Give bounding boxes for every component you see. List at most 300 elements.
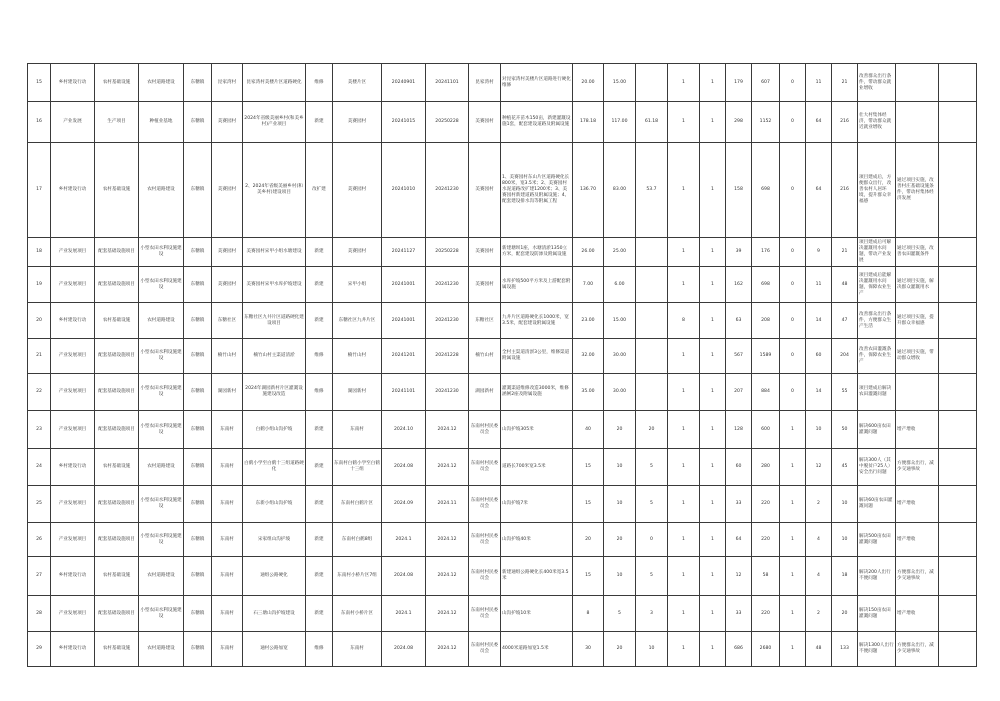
table-cell: 10 <box>806 411 832 449</box>
table-cell: 0 <box>780 143 806 238</box>
table-cell: 东南村村民委员会 <box>469 486 501 523</box>
table-cell: 农村基础设施 <box>95 303 139 339</box>
table-cell: 0 <box>780 238 806 267</box>
table-cell: 21 <box>832 64 858 102</box>
table-cell: 改扩建 <box>306 143 333 238</box>
table-cell: 20.00 <box>573 64 604 102</box>
table-cell: 17 <box>28 143 51 238</box>
table-cell: 新建 <box>306 102 333 143</box>
table-cell: 1 <box>700 374 726 411</box>
table-cell: 新建塘坝1座，水塘清淤1350立方米，配套建设防渗及附属设施 <box>501 238 573 267</box>
table-cell: 小型农田水利设施建设 <box>139 523 184 557</box>
table-cell: 东糖镇 <box>184 374 212 411</box>
table-row <box>28 303 977 339</box>
table-cell: 美赛园村 <box>212 102 243 143</box>
table-cell: 1 <box>780 632 806 667</box>
table-cell: 产业发展 <box>51 102 95 143</box>
table-row <box>28 449 977 486</box>
table-cell: 15 <box>573 486 604 523</box>
table-cell <box>939 102 977 143</box>
table-cell: 美赛园村 <box>333 238 382 267</box>
table-cell: 改善群众出行条件，带动群众就业增收 <box>858 64 896 102</box>
table-cell <box>939 64 977 102</box>
table-cell: 2 <box>806 596 832 632</box>
table-cell: 1 <box>700 486 726 523</box>
table-cell: 14 <box>806 303 832 339</box>
table-cell: 11 <box>806 64 832 102</box>
table-cell: 30.00 <box>604 374 636 411</box>
table-cell: 乡村建设行动 <box>51 303 95 339</box>
table-cell: 20 <box>604 411 636 449</box>
table-cell: 通过项目实施，解决群众灌溉用水 <box>896 267 939 303</box>
table-cell: 2024.08 <box>382 632 426 667</box>
table-cell <box>896 102 939 143</box>
table-cell: 3 <box>636 596 668 632</box>
table-cell: 农村基础设施 <box>95 143 139 238</box>
table-cell: 东南村村民委员会 <box>469 596 501 632</box>
table-cell: 美赛园村 <box>469 238 501 267</box>
table-cell: 道路长700米宽3.5米 <box>501 449 573 486</box>
table-row <box>28 102 977 143</box>
table-cell: 产业发展项目 <box>51 267 95 303</box>
table-cell: 2024.1 <box>382 596 426 632</box>
table-cell <box>939 557 977 596</box>
table-cell <box>939 339 977 374</box>
table-cell: 1 <box>700 523 726 557</box>
table-cell: 29 <box>28 632 51 667</box>
table-cell: 0 <box>780 267 806 303</box>
table-cell: 0 <box>780 102 806 143</box>
table-cell: 20 <box>573 523 604 557</box>
table-cell: 280 <box>752 449 780 486</box>
table-cell: 176 <box>752 238 780 267</box>
table-cell: 0 <box>780 303 806 339</box>
table-cell: 14 <box>806 374 832 411</box>
table-cell: 21 <box>28 339 51 374</box>
table-cell: 1 <box>780 411 806 449</box>
table-cell: 22 <box>28 374 51 411</box>
table-cell: 小型农田水利设施建设 <box>139 374 184 411</box>
table-cell: 新建 <box>306 596 333 632</box>
table-cell <box>939 449 977 486</box>
table-cell: 农村道路建设 <box>139 632 184 667</box>
table-cell: 农村道路建设 <box>139 303 184 339</box>
table-cell: 解决60亩农田灌溉问题 <box>858 486 896 523</box>
table-cell: 0 <box>780 374 806 411</box>
table-cell: 楠竹山村 <box>469 339 501 374</box>
table-cell: 20241010 <box>382 143 426 238</box>
table-cell: 美赛园村 <box>333 102 382 143</box>
table-cell: 石三塘山沟护坡建设 <box>243 596 306 632</box>
table-cell: 128 <box>726 411 752 449</box>
table-cell: 1 <box>668 374 700 411</box>
table-cell: 179 <box>726 64 752 102</box>
table-cell: 乡村建设行动 <box>51 557 95 596</box>
table-cell: 10 <box>604 486 636 523</box>
table-cell: 0 <box>780 339 806 374</box>
table-cell: 美赛园村宋甲小组水塘建设 <box>243 238 306 267</box>
table-cell: 20 <box>604 523 636 557</box>
table-cell: 通村公路加宽 <box>243 632 306 667</box>
table-cell: 220 <box>752 486 780 523</box>
table-row <box>28 339 977 374</box>
table-cell: 2024.12 <box>426 557 469 596</box>
table-cell: 项目建成后解决农田灌溉问题 <box>858 374 896 411</box>
table-cell: 20250228 <box>426 238 469 267</box>
table-cell: 55 <box>832 374 858 411</box>
table-cell <box>939 523 977 557</box>
table-cell: 162 <box>726 267 752 303</box>
table-cell: 64 <box>806 143 832 238</box>
table-cell: 1 <box>668 267 700 303</box>
table-cell: 新建 <box>306 557 333 596</box>
table-cell: 20 <box>636 411 668 449</box>
table-cell: 东南村村民委员会 <box>469 632 501 667</box>
table-cell <box>636 64 668 102</box>
table-cell: 117.00 <box>604 102 636 143</box>
table-cell: 湖园新村 <box>212 374 243 411</box>
table-cell: 23 <box>28 411 51 449</box>
table-cell: 1 <box>668 557 700 596</box>
table-cell: 东南村 <box>333 411 382 449</box>
table-cell: 35.00 <box>573 374 604 411</box>
table-cell: 改善农田灌溉条件，保障农业生产 <box>858 339 896 374</box>
table-cell: 15 <box>28 64 51 102</box>
table-cell: 农村道路建设 <box>139 449 184 486</box>
table-cell: 农村基础设施 <box>95 449 139 486</box>
table-cell: 1 <box>700 267 726 303</box>
table-cell: 白鹤小学至白鹤十三组道路硬化 <box>243 449 306 486</box>
table-cell: 东糖镇 <box>184 267 212 303</box>
table-cell: 45 <box>832 449 858 486</box>
table-cell: 15 <box>573 557 604 596</box>
table-cell: 东南村小桥片区7组 <box>333 557 382 596</box>
table-cell: 20 <box>832 596 858 632</box>
table-cell <box>636 303 668 339</box>
table-cell: 50 <box>832 411 858 449</box>
table-cell: 通过项目实施，改善农田灌溉条件 <box>896 238 939 267</box>
table-cell: 20 <box>604 632 636 667</box>
table-cell: 新建通组公路硬化长400米宽3.5米 <box>501 557 573 596</box>
table-cell: 东南村 <box>212 632 243 667</box>
table-row <box>28 238 977 267</box>
table-cell: 20241001 <box>382 267 426 303</box>
table-row <box>28 523 977 557</box>
table-cell: 1 <box>668 632 700 667</box>
table-cell: 东糖镇 <box>184 238 212 267</box>
table-cell: 山沟护坡40米 <box>501 523 573 557</box>
table-cell: 楠竹山村 <box>212 339 243 374</box>
table-cell: 4 <box>806 523 832 557</box>
table-cell: 4000米道路加宽1.5米 <box>501 632 573 667</box>
table-cell: 2024.12 <box>426 449 469 486</box>
table-cell: 1 <box>700 102 726 143</box>
table-cell: 298 <box>726 102 752 143</box>
table-cell: 东糖镇 <box>184 523 212 557</box>
table-cell: 25.00 <box>604 238 636 267</box>
table-cell: 10 <box>604 557 636 596</box>
table-cell: 20250228 <box>426 102 469 143</box>
table-cell <box>896 64 939 102</box>
table-cell: 1 <box>700 449 726 486</box>
table-cell: 小型农田水利设施建设 <box>139 339 184 374</box>
table-cell: 33 <box>726 596 752 632</box>
table-cell: 东糖镇 <box>184 102 212 143</box>
table-cell: 33 <box>726 486 752 523</box>
table-cell: 东糖镇 <box>184 486 212 523</box>
table-cell: 1 <box>700 143 726 238</box>
table-cell: 15 <box>573 449 604 486</box>
table-cell: 通过项目实施，提升群众幸福感 <box>896 303 939 339</box>
table-cell: 东糖镇 <box>184 557 212 596</box>
table-cell: 20241230 <box>426 143 469 238</box>
project-table <box>27 63 977 667</box>
table-cell: 项目建成后能解决灌溉用水问题，保障农业生产 <box>858 267 896 303</box>
table-cell: 方便群众出行，减少交通事故 <box>896 632 939 667</box>
table-cell: 2024.09 <box>382 486 426 523</box>
table-cell: 东糖镇 <box>184 64 212 102</box>
table-cell: 207 <box>726 374 752 411</box>
table-cell: 48 <box>832 267 858 303</box>
table-cell: 新建 <box>306 449 333 486</box>
table-cell: 解决1300人出行不便问题 <box>858 632 896 667</box>
table-cell: 0 <box>780 64 806 102</box>
table-cell: 昆家湾村美楼片区道路硬化 <box>243 64 306 102</box>
table-cell: 12 <box>726 557 752 596</box>
table-cell: 1 <box>668 411 700 449</box>
table-cell: 种植花卉苗木150亩，新建灌溉设施1套，配套建设道路及附属设施 <box>501 102 573 143</box>
table-cell: 1 <box>780 523 806 557</box>
table-cell: 东南村白鹤小学至白鹤十三组 <box>333 449 382 486</box>
table-cell: 5 <box>636 449 668 486</box>
table-cell: 解决200人出行不便问题 <box>858 557 896 596</box>
table-cell: 1 <box>700 632 726 667</box>
table-cell: 通过项目实施，改善村庄基础设施条件，带动村集体经济发展 <box>896 143 939 238</box>
table-cell: 湖园新村 <box>469 374 501 411</box>
table-cell: 2024年湖园新村片区灌溉设施建设改造 <box>243 374 306 411</box>
table-cell: 204 <box>832 339 858 374</box>
table-cell: 解决150亩农田灌溉问题 <box>858 596 896 632</box>
table-body <box>28 64 977 667</box>
table-cell <box>939 267 977 303</box>
table-cell: 新建 <box>306 411 333 449</box>
table-cell: 1 <box>668 102 700 143</box>
table-cell: 19 <box>28 267 51 303</box>
table-cell: 增产增收 <box>896 486 939 523</box>
table-cell: 1 <box>668 238 700 267</box>
table-cell: 47 <box>832 303 858 339</box>
table-cell: 新建 <box>306 267 333 303</box>
table-cell: 农村基础设施 <box>95 557 139 596</box>
table-cell: 产业发展项目 <box>51 411 95 449</box>
table-cell: 63 <box>726 303 752 339</box>
table-cell: 1589 <box>752 339 780 374</box>
table-cell: 解决300人（其中脱贫户25人）安全出行问题 <box>858 449 896 486</box>
table-cell: 产业发展项目 <box>51 238 95 267</box>
table-cell: 27 <box>28 557 51 596</box>
table-cell: 东南村小桥片区 <box>333 596 382 632</box>
table-cell: 农村道路建设 <box>139 557 184 596</box>
table-row <box>28 632 977 667</box>
table-cell: 全村主渠道清淤3公里，维修渠道附属设施 <box>501 339 573 374</box>
table-cell: 方便群众出行，减少交通事故 <box>896 557 939 596</box>
table-cell: 增产增收 <box>896 411 939 449</box>
table-cell: 11 <box>806 267 832 303</box>
table-cell: 28 <box>28 596 51 632</box>
table-cell: 32.00 <box>573 339 604 374</box>
table-cell <box>939 632 977 667</box>
table-cell: 8 <box>573 596 604 632</box>
table-cell: 20241230 <box>426 374 469 411</box>
table-cell: 83.00 <box>604 143 636 238</box>
table-cell: 楠竹山村主渠道清淤 <box>243 339 306 374</box>
table-row <box>28 557 977 596</box>
table-cell: 25 <box>28 486 51 523</box>
table-cell: 1 <box>700 64 726 102</box>
table-cell: 0 <box>636 523 668 557</box>
table-cell: 20241101 <box>426 64 469 102</box>
table-cell: 新建 <box>306 523 333 557</box>
table-cell: 维修 <box>306 374 333 411</box>
table-cell: 60 <box>806 339 832 374</box>
table-cell: 通组公路硬化 <box>243 557 306 596</box>
table-cell: 1 <box>700 596 726 632</box>
table-cell: 26.00 <box>573 238 604 267</box>
table-cell: 壮大村集体经济，带动群众就近就业增收 <box>858 102 896 143</box>
table-cell: 东糖社区九井片区 <box>333 303 382 339</box>
table-cell: 136.70 <box>573 143 604 238</box>
table-cell: 东糖社区 <box>469 303 501 339</box>
table-cell <box>896 374 939 411</box>
table-cell: 东糖镇 <box>184 596 212 632</box>
table-cell: 1 <box>668 64 700 102</box>
table-cell: 20241127 <box>382 238 426 267</box>
table-cell: 18 <box>28 238 51 267</box>
table-cell: 农村基础设施 <box>95 64 139 102</box>
table-cell: 产业发展项目 <box>51 486 95 523</box>
table-cell: 增产增收 <box>896 523 939 557</box>
table-cell: 2024.1 <box>382 523 426 557</box>
table-cell: 新建 <box>306 303 333 339</box>
table-cell: 东糖社区九井片区道路硬化建设项目 <box>243 303 306 339</box>
table-cell: 21 <box>832 238 858 267</box>
table-cell: 5 <box>604 596 636 632</box>
table-cell: 灌溉渠道维修改造3000米，维修涵闸2座及附属设施 <box>501 374 573 411</box>
table-cell <box>636 238 668 267</box>
table-cell: 美赛园村宋甲水库护坡建设 <box>243 267 306 303</box>
table-cell: 10 <box>832 523 858 557</box>
table-cell: 64 <box>806 102 832 143</box>
table-cell: 2024.08 <box>382 449 426 486</box>
table-cell: 18 <box>832 557 858 596</box>
table-cell: 东南村 <box>212 557 243 596</box>
table-cell: 2 <box>806 486 832 523</box>
table-cell: 1、美赛园村东山片区道路硬化长800米，宽3.5米；2、美赛园村水泥道路改扩建1200米；3、美赛园村新建道路及附属设施；4、配套建设排水沟等附属工程 <box>501 143 573 238</box>
table-cell: 美楼片区 <box>333 64 382 102</box>
table-cell: 1 <box>668 339 700 374</box>
table-cell: 48 <box>806 632 832 667</box>
table-cell: 567 <box>726 339 752 374</box>
table-cell: 220 <box>752 523 780 557</box>
table-cell: 乡村建设行动 <box>51 449 95 486</box>
table-cell: 楠竹山村 <box>333 339 382 374</box>
table-cell <box>939 486 977 523</box>
table-cell: 2024.12 <box>426 632 469 667</box>
table-cell: 20241201 <box>382 339 426 374</box>
table-cell: 4 <box>806 557 832 596</box>
table-cell: 东南村白鹤8组 <box>333 523 382 557</box>
table-cell: 600 <box>752 411 780 449</box>
table-cell: 1 <box>668 596 700 632</box>
table-cell: 九井片区道路硬化长1000米，宽3.5米，配套建设附属设施 <box>501 303 573 339</box>
table-cell: 新建 <box>306 486 333 523</box>
table-cell: 新建 <box>306 238 333 267</box>
table-cell: 配套基础设施项目 <box>95 523 139 557</box>
table-cell: 5 <box>636 557 668 596</box>
table-cell: 配套基础设施项目 <box>95 339 139 374</box>
table-cell: 2、2024年省级美丽乡村(和美乡村)建设项目 <box>243 143 306 238</box>
table-cell: 配套基础设施项目 <box>95 486 139 523</box>
table-cell: 698 <box>752 143 780 238</box>
table-cell: 小型农田水利设施建设 <box>139 486 184 523</box>
table-cell: 1 <box>780 486 806 523</box>
table-cell: 1 <box>700 557 726 596</box>
table-cell: 1 <box>700 411 726 449</box>
table-cell: 1152 <box>752 102 780 143</box>
table-cell: 15.00 <box>604 64 636 102</box>
table-cell: 178.18 <box>573 102 604 143</box>
table-cell: 维修 <box>306 339 333 374</box>
table-cell: 9 <box>806 238 832 267</box>
table-cell: 东南村 <box>212 411 243 449</box>
table-cell: 220 <box>752 596 780 632</box>
table-cell: 小型农田水利设施建设 <box>139 267 184 303</box>
table-cell: 1 <box>780 449 806 486</box>
table-cell: 美赛园村 <box>469 267 501 303</box>
table-cell: 东南村村民委员会 <box>469 523 501 557</box>
table-row <box>28 486 977 523</box>
table-cell: 生产项目 <box>95 102 139 143</box>
table-cell: 1 <box>668 523 700 557</box>
table-cell: 2024.12 <box>426 523 469 557</box>
table-cell <box>939 238 977 267</box>
table-cell: 东南村村民委员会 <box>469 557 501 596</box>
table-cell: 10 <box>832 486 858 523</box>
table-cell: 农村道路建设 <box>139 143 184 238</box>
table-cell: 东糖镇 <box>184 632 212 667</box>
table-cell: 1 <box>780 596 806 632</box>
table-cell: 1 <box>780 557 806 596</box>
table-cell: 24 <box>28 449 51 486</box>
table-cell: 698 <box>752 267 780 303</box>
table-cell: 216 <box>832 143 858 238</box>
table-row <box>28 64 977 102</box>
table-cell <box>939 596 977 632</box>
table-cell: 5 <box>636 486 668 523</box>
table-cell: 小型农田水利设施建设 <box>139 238 184 267</box>
table-cell: 16 <box>28 102 51 143</box>
table-cell: 通过项目实施，带动群众增收 <box>896 339 939 374</box>
table-cell: 2024.08 <box>382 557 426 596</box>
table-row <box>28 143 977 238</box>
table-cell: 30.00 <box>604 339 636 374</box>
table-cell: 东糖镇 <box>184 339 212 374</box>
table-cell: 乡村建设行动 <box>51 143 95 238</box>
table-cell: 白鹤小组山沟护坡 <box>243 411 306 449</box>
table-cell: 东糖镇 <box>184 411 212 449</box>
table-cell: 解决500亩农田灌溉问题 <box>858 523 896 557</box>
table-cell: 美赛园村 <box>469 143 501 238</box>
